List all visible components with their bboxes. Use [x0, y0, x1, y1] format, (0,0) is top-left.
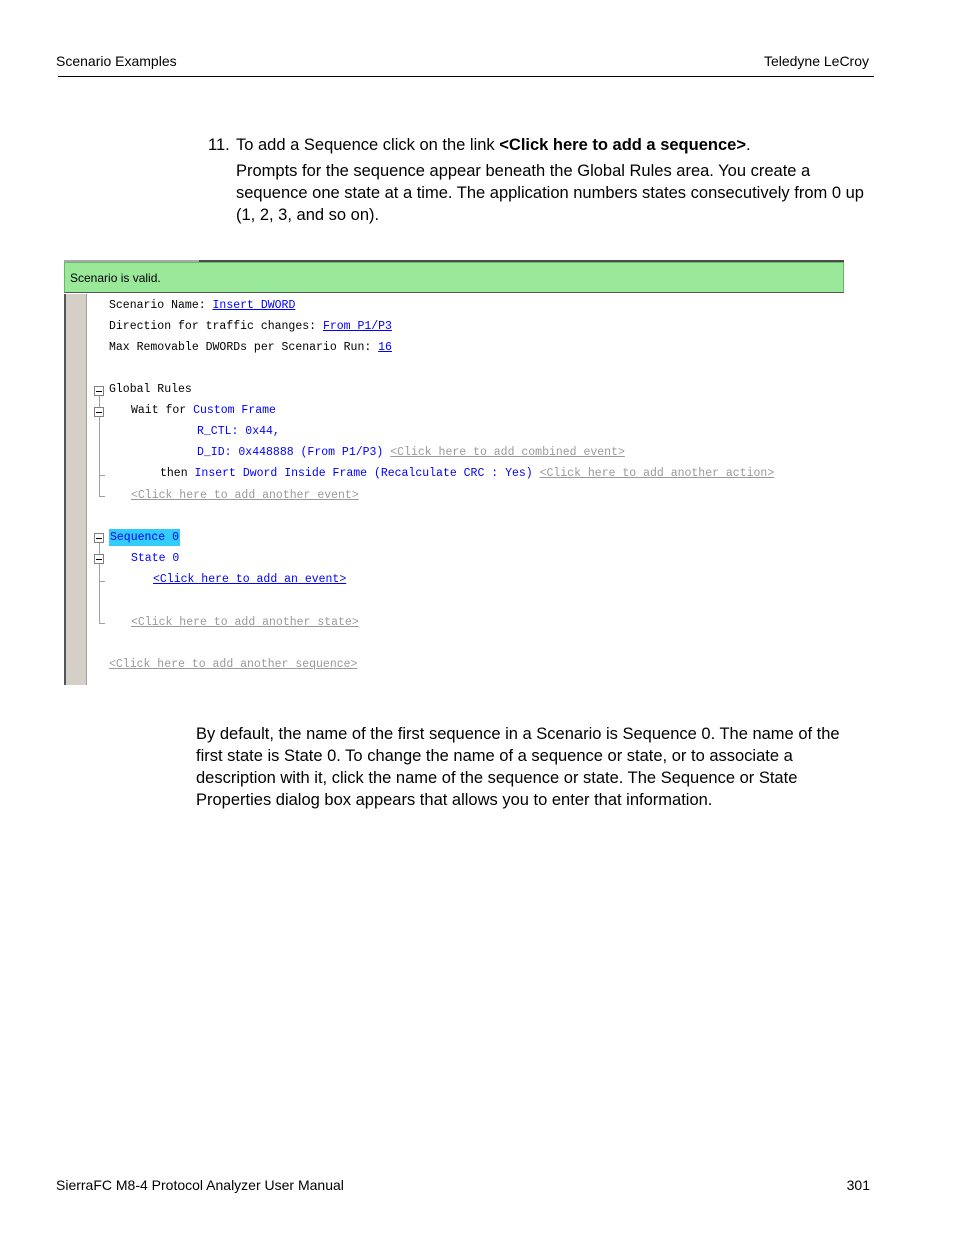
- sequence-line: [109, 531, 180, 545]
- step-trail: .: [745, 136, 751, 154]
- header-rule: [58, 76, 874, 77]
- sequence-0-link[interactable]: Sequence 0: [110, 531, 180, 544]
- tree-line: [99, 475, 105, 476]
- footer-page-number: 301: [846, 1177, 870, 1193]
- d-id-line: [197, 446, 625, 460]
- scenario-name-label: Scenario Name:: [109, 299, 213, 312]
- scenario-name-link[interactable]: Insert DWORD: [212, 299, 296, 312]
- status-bar: Scenario is valid.: [64, 262, 844, 293]
- editor-gutter: [64, 294, 87, 685]
- collapse-sequence-icon[interactable]: [94, 533, 104, 543]
- tree-line: [99, 581, 105, 582]
- add-combined-event-link[interactable]: <Click here to add combined event>: [390, 446, 625, 459]
- add-an-event-link[interactable]: <Click here to add an event>: [153, 573, 347, 586]
- body-paragraph: By default, the name of the first sequence in a Scenario is Sequence 0. The name of the first state is State 0. To change the name of a sequence or state, or to associate a description with it, click the name of the sequence or state. The Sequence or State Properties dialog box appears that allows you to enter that information.: [196, 725, 840, 809]
- then-label: then: [160, 467, 195, 480]
- collapse-wait-icon[interactable]: [94, 407, 104, 417]
- collapse-global-rules-icon[interactable]: [94, 386, 104, 396]
- header-section-title: Scenario Examples: [56, 53, 177, 69]
- scenario-name-line: [109, 299, 295, 313]
- collapse-state-icon[interactable]: [94, 554, 104, 564]
- footer-manual-title: SierraFC M8-4 Protocol Analyzer User Manual: [56, 1177, 344, 1193]
- direction-label: Direction for traffic changes:: [109, 320, 323, 333]
- add-another-state-link[interactable]: <Click here to add another state>: [131, 616, 359, 629]
- gutter-edge: [64, 294, 66, 685]
- wait-line: [131, 404, 276, 418]
- step-number: 11.: [208, 136, 230, 154]
- max-dwords-link[interactable]: 16: [378, 341, 392, 354]
- scenario-editor-screenshot: [64, 260, 844, 685]
- max-dwords-label: Max Removable DWORDs per Scenario Run:: [109, 341, 379, 354]
- step-lead: To add a Sequence click on the link: [236, 136, 500, 154]
- add-another-action-link[interactable]: <Click here to add another action>: [539, 467, 775, 480]
- global-rules-label: Global Rules: [109, 383, 192, 396]
- action-link[interactable]: Insert Dword Inside Frame (Recalculate CRC : Yes): [194, 467, 533, 480]
- header-company: Teledyne LeCroy: [763, 53, 869, 69]
- state-0-link[interactable]: State 0: [131, 552, 180, 565]
- tree-line: [99, 623, 105, 624]
- step-11: [208, 134, 868, 226]
- d-id-link[interactable]: D_ID: 0x448888 (From P1/P3): [197, 446, 384, 459]
- then-line: [160, 467, 774, 481]
- step-detail: Prompts for the sequence appear beneath the Global Rules area. You create a sequence one state at a time. The application numbers states consecutively from 0 up (1, 2, 3, and so on).: [236, 162, 864, 224]
- step-link-text: <Click here to add a sequence>: [499, 136, 746, 154]
- tree-line: [99, 496, 105, 497]
- add-another-event-link[interactable]: <Click here to add another event>: [131, 489, 359, 502]
- direction-link[interactable]: From P1/P3: [322, 320, 392, 333]
- wait-for-label: Wait for: [131, 404, 194, 417]
- r-ctl-link[interactable]: R_CTL: 0x44,: [197, 425, 280, 438]
- direction-line: [109, 320, 392, 334]
- max-dwords-line: [109, 341, 392, 355]
- add-another-sequence-link[interactable]: <Click here to add another sequence>: [109, 658, 358, 671]
- custom-frame-link[interactable]: Custom Frame: [193, 404, 276, 417]
